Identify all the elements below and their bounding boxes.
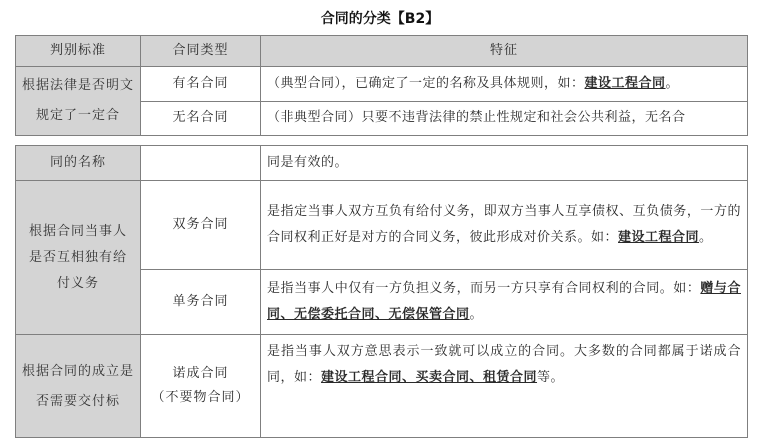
- criterion-formation: 根据合同的成立是否需要交付标: [16, 335, 141, 438]
- table-row: [16, 67, 748, 102]
- header-criterion: 判别标准: [16, 36, 141, 67]
- example-emphasis: 建设工程合同、买卖合同、租赁合同: [321, 370, 538, 385]
- example-emphasis: 赠与合同、无偿委托合同、无偿保管合同: [267, 281, 741, 322]
- type-unnamed: 无名合同: [141, 101, 261, 136]
- type-unilateral: 单务合同: [141, 270, 261, 335]
- table-row: [16, 146, 748, 181]
- table-row: [16, 181, 748, 270]
- page-title: 合同的分类【B2】: [320, 11, 440, 27]
- feature-consensual: 是指当事人双方意思表示一致就可以成立的合同。大多数的合同都属于诺成合同，如：建设工程合同、买卖合同、租赁合同等。: [261, 335, 748, 438]
- header-type: 合同类型: [141, 36, 261, 67]
- type-consensual: 诺成合同 （不要物合同）: [141, 335, 261, 438]
- type-named: 有名合同: [141, 67, 261, 102]
- feature-bilateral: 是指定当事人双方互负有给付义务，即双方当事人互享债权、互负债务，一方的合同权利正好是对方的合同义务，彼此形成对价关系。如：建设工程合同。: [261, 181, 748, 270]
- feature-unnamed: （非典型合同）只要不违背法律的禁止性规定和社会公共利益，无名合: [261, 101, 748, 136]
- classification-table-part2: [15, 145, 748, 438]
- table-row: [16, 335, 748, 438]
- feature-named: （典型合同），已确定了一定的名称及具体规则，如：建设工程合同。: [261, 67, 748, 102]
- example-emphasis: 建设工程合同: [618, 230, 700, 245]
- classification-table-part1: [15, 35, 748, 136]
- feature-continued: 同是有效的。: [261, 146, 748, 181]
- criterion-obligation: 根据合同当事人是否互相独有给付义务: [16, 181, 141, 335]
- criterion-continued: 同的名称: [16, 146, 141, 181]
- header-feature: 特征: [261, 36, 748, 67]
- criterion-statutory: 根据法律是否明文规定了一定合: [16, 67, 141, 136]
- table-header-row: [16, 36, 748, 67]
- type-empty-cell: [141, 146, 261, 181]
- type-bilateral: 双务合同: [141, 181, 261, 270]
- feature-unilateral: 是指当事人中仅有一方负担义务，而另一方只享有合同权利的合同。如：赠与合同、无偿委托合同、无偿保管合同。: [261, 270, 748, 335]
- example-emphasis: 建设工程合同: [584, 75, 666, 91]
